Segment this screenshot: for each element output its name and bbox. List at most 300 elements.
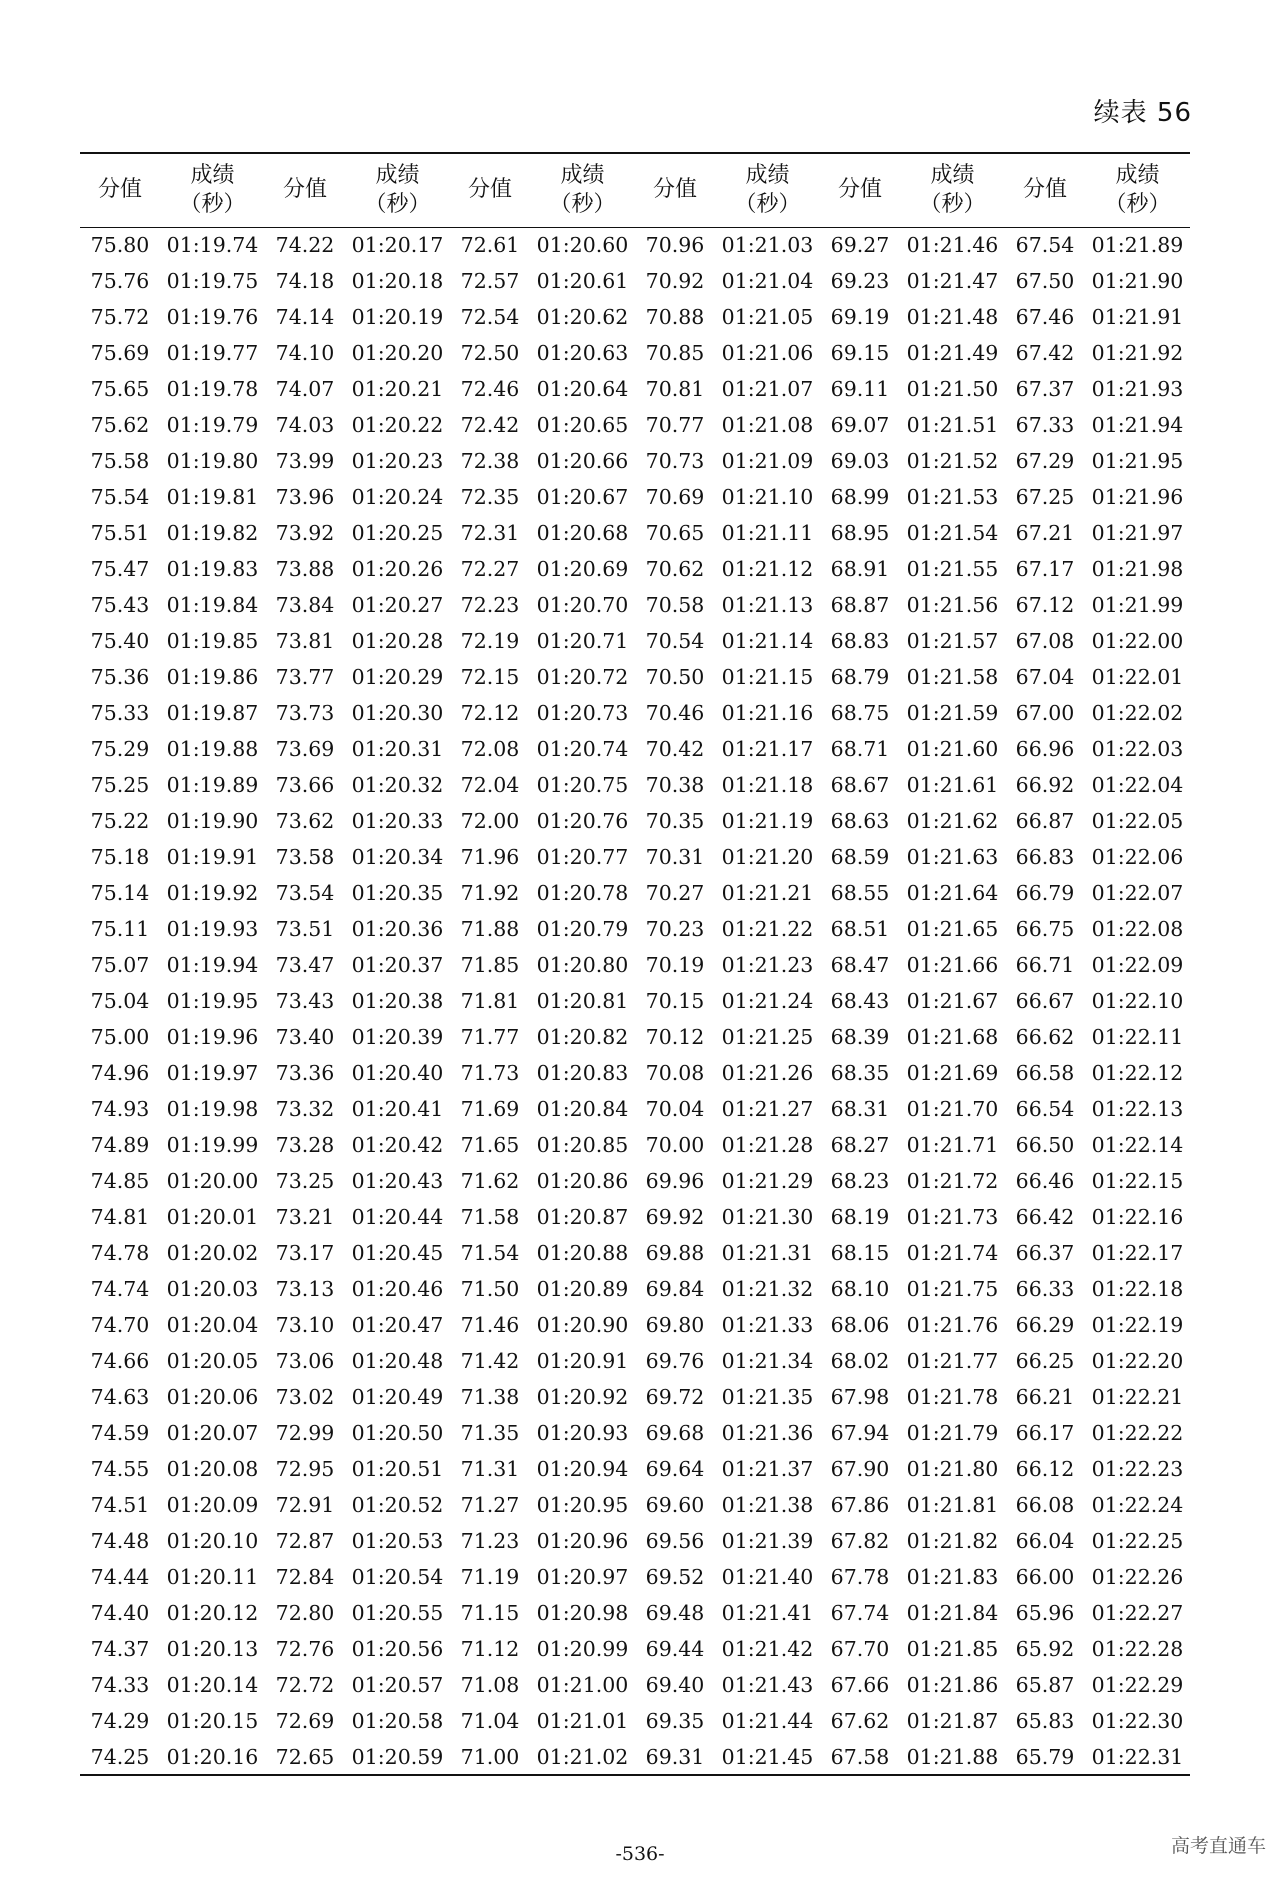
time-cell: 01:20.70: [536, 593, 629, 617]
score-cell: 74.33: [90, 1673, 150, 1697]
header-time-unit: （秒）: [179, 192, 246, 218]
score-cell: 67.90: [830, 1457, 890, 1481]
header-score: [635, 153, 715, 227]
time-cell: 01:21.14: [721, 629, 814, 653]
score-cell: 75.65: [90, 377, 150, 401]
score-cell: 75.11: [90, 917, 150, 941]
score-cell: 72.50: [460, 341, 520, 365]
score-cell: 68.35: [830, 1061, 890, 1085]
time-cell: 01:22.12: [1091, 1061, 1184, 1085]
header-time-unit: （秒）: [919, 192, 986, 218]
score-cell: 75.40: [90, 629, 150, 653]
time-cell: 01:19.77: [166, 341, 259, 365]
score-cell: 74.89: [90, 1133, 150, 1157]
time-cell: 01:19.86: [166, 665, 259, 689]
score-cell: 74.03: [275, 413, 335, 437]
time-cell: 01:20.10: [166, 1529, 259, 1553]
score-cell: 70.50: [645, 665, 705, 689]
score-cell: 70.62: [645, 557, 705, 581]
time-cell: 01:19.85: [166, 629, 259, 653]
score-cell: 71.04: [460, 1709, 520, 1733]
table-row: [80, 767, 1190, 803]
time-cell: 01:21.43: [721, 1673, 814, 1697]
time-cell: 01:20.20: [351, 341, 444, 365]
table-caption: 续表 56: [1093, 98, 1192, 128]
score-cell: 68.75: [830, 701, 890, 725]
score-cell: 66.33: [1015, 1277, 1075, 1301]
time-cell: 01:20.76: [536, 809, 629, 833]
score-cell: 67.00: [1015, 701, 1075, 725]
time-cell: 01:22.00: [1091, 629, 1184, 653]
time-cell: 01:20.46: [351, 1277, 444, 1301]
score-cell: 68.71: [830, 737, 890, 761]
score-cell: 75.33: [90, 701, 150, 725]
time-cell: 01:21.99: [1091, 593, 1184, 617]
time-cell: 01:20.16: [160, 1739, 265, 1775]
score-cell: 66.42: [1015, 1205, 1075, 1229]
time-cell: 01:20.87: [536, 1205, 629, 1229]
score-cell: 72.65: [265, 1739, 345, 1775]
time-cell: 01:20.39: [351, 1025, 444, 1049]
time-cell: 01:20.98: [536, 1601, 629, 1625]
time-cell: 01:21.08: [721, 413, 814, 437]
time-cell: 01:22.30: [1091, 1709, 1184, 1733]
score-cell: 67.46: [1015, 305, 1075, 329]
time-cell: 01:20.97: [536, 1565, 629, 1589]
score-cell: 70.38: [645, 773, 705, 797]
header-time: [345, 153, 450, 227]
score-cell: 73.77: [275, 665, 335, 689]
time-cell: 01:20.54: [351, 1565, 444, 1589]
header-score-label: 分值: [652, 177, 697, 203]
score-cell: 67.04: [1015, 665, 1075, 689]
score-cell: 69.88: [645, 1241, 705, 1265]
time-cell: 01:19.99: [166, 1133, 259, 1157]
time-cell: 01:21.88: [900, 1739, 1005, 1775]
time-cell: 01:21.62: [906, 809, 999, 833]
score-cell: 73.54: [275, 881, 335, 905]
score-cell: 75.76: [90, 269, 150, 293]
time-cell: 01:21.56: [906, 593, 999, 617]
score-cell: 72.38: [460, 449, 520, 473]
header-score: [450, 153, 530, 227]
time-cell: 01:20.40: [351, 1061, 444, 1085]
time-cell: 01:20.89: [536, 1277, 629, 1301]
time-cell: 01:21.17: [721, 737, 814, 761]
time-cell: 01:20.66: [536, 449, 629, 473]
score-cell: 73.99: [275, 449, 335, 473]
score-cell: 75.62: [90, 413, 150, 437]
score-cell: 66.12: [1015, 1457, 1075, 1481]
time-cell: 01:20.00: [166, 1169, 259, 1193]
score-cell: 72.19: [460, 629, 520, 653]
time-cell: 01:21.55: [906, 557, 999, 581]
score-cell: 67.21: [1015, 521, 1075, 545]
table-row: [80, 1631, 1190, 1667]
time-cell: 01:20.44: [351, 1205, 444, 1229]
score-cell: 73.28: [275, 1133, 335, 1157]
time-cell: 01:20.95: [536, 1493, 629, 1517]
time-cell: 01:21.03: [721, 233, 814, 258]
time-cell: 01:20.63: [536, 341, 629, 365]
score-cell: 69.56: [645, 1529, 705, 1553]
header-time-label: 成绩: [560, 162, 605, 188]
time-cell: 01:20.69: [536, 557, 629, 581]
score-table-container: [80, 152, 1190, 1776]
score-cell: 70.65: [645, 521, 705, 545]
header-row: [80, 153, 1190, 227]
score-cell: 67.74: [830, 1601, 890, 1625]
time-cell: 01:20.51: [351, 1457, 444, 1481]
header-time-label: 成绩: [1115, 162, 1160, 188]
table-row: [80, 1667, 1190, 1703]
time-cell: 01:20.36: [351, 917, 444, 941]
score-cell: 70.23: [645, 917, 705, 941]
score-cell: 67.94: [830, 1421, 890, 1445]
time-cell: 01:19.95: [166, 989, 259, 1013]
score-cell: 68.79: [830, 665, 890, 689]
time-cell: 01:21.49: [906, 341, 999, 365]
table-row: [80, 1163, 1190, 1199]
score-cell: 70.54: [645, 629, 705, 653]
score-cell: 71.23: [460, 1529, 520, 1553]
score-cell: 71.85: [460, 953, 520, 977]
score-cell: 67.17: [1015, 557, 1075, 581]
header-time-label: 成绩: [930, 162, 975, 188]
time-cell: 01:20.13: [166, 1637, 259, 1661]
score-cell: 72.04: [460, 773, 520, 797]
score-cell: 68.23: [830, 1169, 890, 1193]
score-cell: 69.11: [830, 377, 890, 401]
time-cell: 01:21.09: [721, 449, 814, 473]
table-row: [80, 731, 1190, 767]
time-cell: 01:19.83: [166, 557, 259, 581]
score-cell: 69.64: [645, 1457, 705, 1481]
score-cell: 72.15: [460, 665, 520, 689]
score-cell: 71.00: [450, 1739, 530, 1775]
table-row: [80, 1199, 1190, 1235]
score-cell: 70.85: [645, 341, 705, 365]
score-cell: 71.38: [460, 1385, 520, 1409]
time-cell: 01:21.86: [906, 1673, 999, 1697]
score-cell: 74.48: [90, 1529, 150, 1553]
time-cell: 01:21.15: [721, 665, 814, 689]
time-cell: 01:21.97: [1091, 521, 1184, 545]
time-cell: 01:19.98: [166, 1097, 259, 1121]
score-cell: 75.14: [90, 881, 150, 905]
time-cell: 01:20.25: [351, 521, 444, 545]
page-number: -536-: [615, 1843, 665, 1865]
time-cell: 01:22.01: [1091, 665, 1184, 689]
time-cell: 01:20.55: [351, 1601, 444, 1625]
score-cell: 65.79: [1005, 1739, 1085, 1775]
time-cell: 01:20.24: [351, 485, 444, 509]
time-cell: 01:21.46: [906, 233, 999, 258]
score-cell: 66.25: [1015, 1349, 1075, 1373]
score-cell: 70.12: [645, 1025, 705, 1049]
time-cell: 01:21.59: [906, 701, 999, 725]
score-cell: 73.36: [275, 1061, 335, 1085]
time-cell: 01:19.93: [166, 917, 259, 941]
time-cell: 01:20.58: [351, 1709, 444, 1733]
score-cell: 68.63: [830, 809, 890, 833]
score-cell: 74.93: [90, 1097, 150, 1121]
score-cell: 75.36: [90, 665, 150, 689]
score-cell: 69.44: [645, 1637, 705, 1661]
score-cell: 72.46: [460, 377, 520, 401]
score-cell: 75.47: [90, 557, 150, 581]
time-cell: 01:22.08: [1091, 917, 1184, 941]
score-cell: 75.22: [90, 809, 150, 833]
time-cell: 01:20.84: [536, 1097, 629, 1121]
time-cell: 01:21.90: [1091, 269, 1184, 293]
time-cell: 01:21.79: [906, 1421, 999, 1445]
time-cell: 01:22.23: [1091, 1457, 1184, 1481]
time-cell: 01:19.89: [166, 773, 259, 797]
score-cell: 68.43: [830, 989, 890, 1013]
score-cell: 71.08: [460, 1673, 520, 1697]
time-cell: 01:21.22: [721, 917, 814, 941]
score-cell: 68.10: [830, 1277, 890, 1301]
time-cell: 01:20.07: [166, 1421, 259, 1445]
table-row: [80, 1127, 1190, 1163]
time-cell: 01:20.94: [536, 1457, 629, 1481]
time-cell: 01:21.98: [1091, 557, 1184, 581]
time-cell: 01:20.33: [351, 809, 444, 833]
score-cell: 66.58: [1015, 1061, 1075, 1085]
time-cell: 01:20.30: [351, 701, 444, 725]
table-row: [80, 1703, 1190, 1739]
time-cell: 01:20.75: [536, 773, 629, 797]
time-cell: 01:20.11: [166, 1565, 259, 1589]
score-cell: 71.15: [460, 1601, 520, 1625]
score-cell: 68.19: [830, 1205, 890, 1229]
time-cell: 01:20.32: [351, 773, 444, 797]
score-cell: 66.46: [1015, 1169, 1075, 1193]
time-cell: 01:22.25: [1091, 1529, 1184, 1553]
table-row: [80, 1343, 1190, 1379]
score-cell: 73.92: [275, 521, 335, 545]
time-cell: 01:20.27: [351, 593, 444, 617]
header-score-label: 分值: [282, 177, 327, 203]
score-cell: 69.92: [645, 1205, 705, 1229]
score-cell: 73.73: [275, 701, 335, 725]
score-cell: 69.80: [645, 1313, 705, 1337]
score-cell: 68.91: [830, 557, 890, 581]
time-cell: 01:21.83: [906, 1565, 999, 1589]
time-cell: 01:20.90: [536, 1313, 629, 1337]
table-row: [80, 1487, 1190, 1523]
table-row: [80, 371, 1190, 407]
score-cell: 66.67: [1015, 989, 1075, 1013]
time-cell: 01:21.01: [536, 1709, 629, 1733]
time-cell: 01:21.89: [1091, 233, 1184, 258]
table-row: [80, 227, 1190, 263]
time-cell: 01:20.35: [351, 881, 444, 905]
header-time-unit: （秒）: [734, 192, 801, 218]
table-row: [80, 407, 1190, 443]
time-cell: 01:19.80: [166, 449, 259, 473]
time-cell: 01:20.17: [351, 233, 444, 258]
time-cell: 01:21.68: [906, 1025, 999, 1049]
time-cell: 01:22.09: [1091, 953, 1184, 977]
score-cell: 70.81: [645, 377, 705, 401]
score-cell: 66.96: [1015, 737, 1075, 761]
score-cell: 67.62: [830, 1709, 890, 1733]
time-cell: 01:21.50: [906, 377, 999, 401]
table-row: [80, 1307, 1190, 1343]
score-cell: 75.25: [90, 773, 150, 797]
header-time: [160, 153, 265, 227]
time-cell: 01:20.31: [351, 737, 444, 761]
score-cell: 68.51: [830, 917, 890, 941]
score-cell: 72.72: [275, 1673, 335, 1697]
time-cell: 01:20.53: [351, 1529, 444, 1553]
score-cell: 72.80: [275, 1601, 335, 1625]
time-cell: 01:20.03: [166, 1277, 259, 1301]
header-score: [80, 153, 160, 227]
score-cell: 66.37: [1015, 1241, 1075, 1265]
score-cell: 71.27: [460, 1493, 520, 1517]
score-cell: 68.39: [830, 1025, 890, 1049]
time-cell: 01:21.71: [906, 1133, 999, 1157]
score-cell: 71.73: [460, 1061, 520, 1085]
score-cell: 70.35: [645, 809, 705, 833]
score-cell: 73.58: [275, 845, 335, 869]
time-cell: 01:22.11: [1091, 1025, 1184, 1049]
table-row: [80, 623, 1190, 659]
time-cell: 01:21.72: [906, 1169, 999, 1193]
time-cell: 01:22.03: [1091, 737, 1184, 761]
time-cell: 01:21.20: [721, 845, 814, 869]
score-cell: 70.73: [645, 449, 705, 473]
time-cell: 01:20.14: [166, 1673, 259, 1697]
score-cell: 65.83: [1015, 1709, 1075, 1733]
time-cell: 01:20.62: [536, 305, 629, 329]
score-cell: 69.68: [645, 1421, 705, 1445]
table-row: [80, 983, 1190, 1019]
time-cell: 01:21.52: [906, 449, 999, 473]
score-cell: 67.98: [830, 1385, 890, 1409]
header-time: [530, 153, 635, 227]
time-cell: 01:21.24: [721, 989, 814, 1013]
table-row: [80, 443, 1190, 479]
score-cell: 73.21: [275, 1205, 335, 1229]
time-cell: 01:21.05: [721, 305, 814, 329]
score-cell: 69.96: [645, 1169, 705, 1193]
time-cell: 01:21.40: [721, 1565, 814, 1589]
score-cell: 70.69: [645, 485, 705, 509]
table-row: [80, 1091, 1190, 1127]
score-cell: 68.31: [830, 1097, 890, 1121]
time-cell: 01:22.16: [1091, 1205, 1184, 1229]
score-cell: 66.92: [1015, 773, 1075, 797]
score-cell: 68.67: [830, 773, 890, 797]
score-cell: 73.96: [275, 485, 335, 509]
score-cell: 71.69: [460, 1097, 520, 1121]
table-row: [80, 1019, 1190, 1055]
score-cell: 69.07: [830, 413, 890, 437]
time-cell: 01:19.81: [166, 485, 259, 509]
time-cell: 01:22.27: [1091, 1601, 1184, 1625]
time-cell: 01:20.22: [351, 413, 444, 437]
time-cell: 01:20.49: [351, 1385, 444, 1409]
score-cell: 74.78: [90, 1241, 150, 1265]
score-cell: 74.81: [90, 1205, 150, 1229]
time-cell: 01:21.23: [721, 953, 814, 977]
score-cell: 71.92: [460, 881, 520, 905]
time-cell: 01:21.60: [906, 737, 999, 761]
time-cell: 01:20.12: [166, 1601, 259, 1625]
time-cell: 01:20.79: [536, 917, 629, 941]
time-cell: 01:20.45: [351, 1241, 444, 1265]
score-cell: 71.31: [460, 1457, 520, 1481]
score-cell: 65.87: [1015, 1673, 1075, 1697]
header-score: [1005, 153, 1085, 227]
score-cell: 66.21: [1015, 1385, 1075, 1409]
time-cell: 01:21.75: [906, 1277, 999, 1301]
score-cell: 68.27: [830, 1133, 890, 1157]
score-cell: 74.18: [275, 269, 335, 293]
time-cell: 01:19.96: [166, 1025, 259, 1049]
time-cell: 01:21.19: [721, 809, 814, 833]
time-cell: 01:20.47: [351, 1313, 444, 1337]
time-cell: 01:22.29: [1091, 1673, 1184, 1697]
time-cell: 01:20.29: [351, 665, 444, 689]
time-cell: 01:21.84: [906, 1601, 999, 1625]
time-cell: 01:20.21: [351, 377, 444, 401]
score-cell: 65.92: [1015, 1637, 1075, 1661]
time-cell: 01:21.37: [721, 1457, 814, 1481]
time-cell: 01:21.69: [906, 1061, 999, 1085]
header-time-label: 成绩: [745, 162, 790, 188]
time-cell: 01:20.04: [166, 1313, 259, 1337]
score-cell: 70.88: [645, 305, 705, 329]
score-cell: 66.79: [1015, 881, 1075, 905]
time-cell: 01:20.23: [351, 449, 444, 473]
time-cell: 01:21.45: [715, 1739, 820, 1775]
time-cell: 01:19.82: [166, 521, 259, 545]
time-cell: 01:20.06: [166, 1385, 259, 1409]
time-cell: 01:19.90: [166, 809, 259, 833]
time-cell: 01:20.85: [536, 1133, 629, 1157]
time-cell: 01:20.37: [351, 953, 444, 977]
time-cell: 01:21.28: [721, 1133, 814, 1157]
time-cell: 01:21.10: [721, 485, 814, 509]
score-cell: 74.22: [275, 233, 335, 258]
score-cell: 71.81: [460, 989, 520, 1013]
score-cell: 70.46: [645, 701, 705, 725]
time-cell: 01:22.19: [1091, 1313, 1184, 1337]
time-cell: 01:21.47: [906, 269, 999, 293]
score-cell: 73.84: [275, 593, 335, 617]
time-cell: 01:21.29: [721, 1169, 814, 1193]
score-cell: 73.62: [275, 809, 335, 833]
score-cell: 72.08: [460, 737, 520, 761]
time-cell: 01:20.64: [536, 377, 629, 401]
score-cell: 67.58: [820, 1739, 900, 1775]
time-cell: 01:21.21: [721, 881, 814, 905]
time-cell: 01:19.92: [166, 881, 259, 905]
score-cell: 74.25: [80, 1739, 160, 1775]
time-cell: 01:21.11: [721, 521, 814, 545]
score-cell: 71.96: [460, 845, 520, 869]
score-cell: 66.71: [1015, 953, 1075, 977]
time-cell: 01:21.77: [906, 1349, 999, 1373]
time-cell: 01:21.95: [1091, 449, 1184, 473]
time-cell: 01:19.91: [166, 845, 259, 869]
score-cell: 72.95: [275, 1457, 335, 1481]
